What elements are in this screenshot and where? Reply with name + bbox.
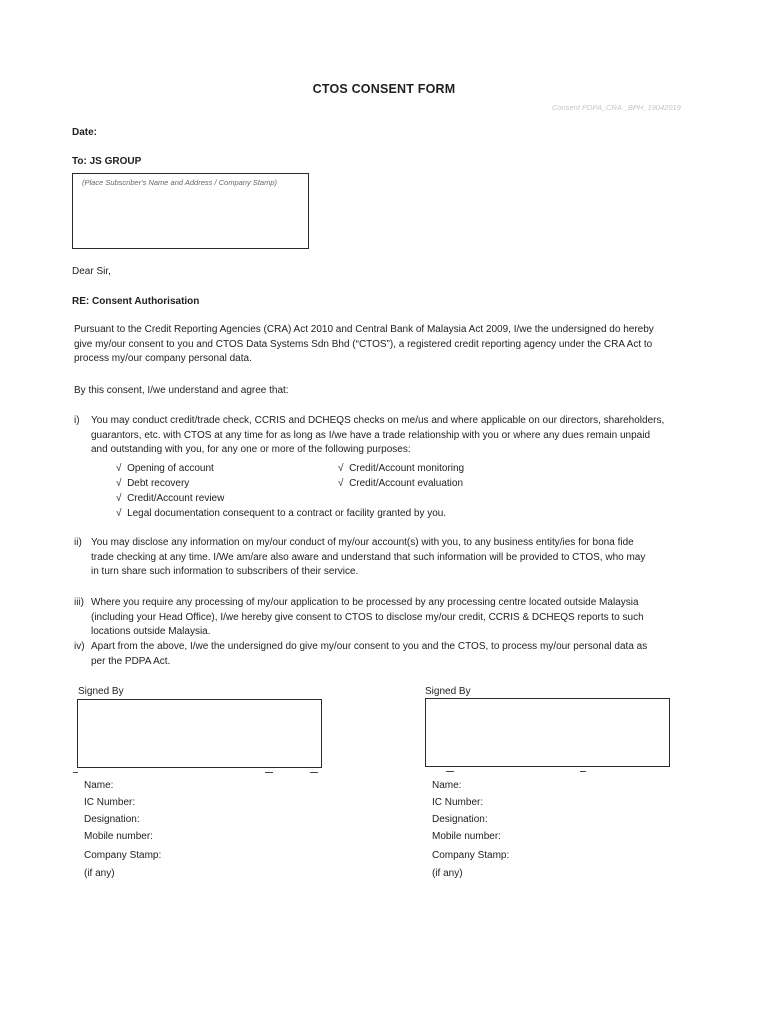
recipient-line: To: JS GROUP — [72, 156, 142, 167]
purpose-legal-documentation — [116, 507, 446, 522]
date-label: Date: — [72, 127, 98, 138]
consent-item-iii — [74, 596, 702, 640]
item-line: (including your Head Office), I/we hereby give consent to CTOS to disclose my/our credit, CCRIS & DCHEQS reports to such — [91, 611, 644, 623]
form-reference: Consent PDPA_CRA _BPH_19042019 — [552, 103, 681, 112]
purpose-credit-account-monitoring — [338, 462, 464, 477]
purpose-label: Opening of account — [127, 463, 214, 474]
designation-label-1: Designation: — [84, 814, 140, 825]
intro-line: Pursuant to the Credit Reporting Agencies (CRA) Act 2010 and Central Bank of Malaysia Act 2009, I/we the undersigned do hereby — [74, 324, 654, 335]
stamp-box-hint: (Place Subscriber's Name and Address / Company Stamp) — [82, 178, 277, 187]
re-subject: RE: Consent Authorisation — [72, 296, 200, 307]
purpose-label: Debt recovery — [127, 478, 190, 489]
divider — [446, 771, 454, 772]
intro-line: give my/our consent to you and CTOS Data Systems Sdn Bhd (“CTOS”), a registered credit reporting agency under the CRA Act to — [74, 338, 653, 350]
form-title: CTOS CONSENT FORM — [312, 82, 456, 96]
name-label-1: Name: — [84, 780, 114, 791]
signed-by-label-1: Signed By — [78, 686, 124, 697]
ic-number-label-1: IC Number: — [84, 797, 136, 808]
divider — [73, 772, 78, 773]
if-any-label-2: (if any) — [432, 868, 463, 879]
if-any-label-1: (if any) — [84, 868, 115, 879]
purpose-label: Credit/Account evaluation — [349, 478, 464, 489]
item-number: iii) — [74, 597, 84, 608]
check-mark-icon: √ — [116, 478, 122, 489]
company-stamp-label-2: Company Stamp: — [432, 850, 510, 861]
item-line: You may disclose any information on my/our conduct of my/our account(s) with you, to any business entity/ies for bona fide — [91, 537, 634, 548]
item-line: in turn share such information to subscribers of their service. — [91, 566, 359, 578]
item-number: iv) — [74, 641, 85, 652]
consent-item-ii — [74, 536, 702, 580]
purpose-label: Credit/Account monitoring — [349, 463, 465, 474]
purpose-opening-of-account — [116, 462, 214, 477]
intro-line: process my/our company personal data. — [74, 353, 252, 365]
item-number: ii) — [74, 537, 82, 548]
check-mark-icon: √ — [338, 478, 344, 489]
check-mark-icon: √ — [116, 463, 122, 474]
name-label-2: Name: — [432, 780, 462, 791]
designation-label-2: Designation: — [432, 814, 488, 825]
purpose-label: Legal documentation consequent to a contract or facility granted by you. — [127, 508, 447, 519]
item-line: trade checking at any time. I/We am/are also aware and understand that such information will be provided to CTOS, who may — [91, 551, 646, 563]
mobile-number-label-1: Mobile number: — [84, 831, 153, 842]
item-line: guarantors, etc. with CTOS at any time for as long as I/we have a trade relationship with you or where any dues remain unpaid — [91, 429, 650, 441]
item-line: You may conduct credit/trade check, CCRIS and DCHEQS checks on me/us and where applicable on our directors, shareholders, — [91, 415, 665, 426]
check-mark-icon: √ — [116, 508, 122, 519]
intro-paragraph — [74, 323, 702, 367]
item-line: Apart from the above, I/we the undersigned do give my/our consent to you and the CTOS, to process my/our personal data as — [91, 641, 648, 652]
ic-number-label-2: IC Number: — [432, 797, 484, 808]
check-mark-icon: √ — [116, 493, 122, 504]
check-mark-icon: √ — [338, 463, 344, 474]
purpose-label: Credit/Account review — [127, 493, 225, 504]
company-stamp-label-1: Company Stamp: — [84, 850, 162, 861]
divider — [580, 771, 586, 772]
signature-box-2[interactable] — [425, 698, 670, 767]
subscriber-stamp-box[interactable] — [72, 173, 309, 249]
consent-item-iv — [74, 640, 702, 670]
item-line: and outstanding with you, for any one or more of the following purposes: — [91, 444, 411, 456]
mobile-number-label-2: Mobile number: — [432, 831, 501, 842]
item-number: i) — [74, 415, 80, 426]
divider — [265, 772, 273, 773]
item-line: locations outside Malaysia. — [91, 626, 211, 638]
divider — [310, 772, 318, 773]
item-line: per the PDPA Act. — [91, 655, 171, 667]
signed-by-label-2: Signed By — [425, 686, 471, 697]
consent-item-i — [74, 414, 702, 458]
signature-box-1[interactable] — [77, 699, 322, 768]
purpose-debt-recovery — [116, 477, 189, 492]
agree-line: By this consent, I/we understand and agree that: — [74, 385, 289, 396]
purpose-credit-account-evaluation — [338, 477, 463, 492]
salutation: Dear Sir, — [72, 266, 111, 277]
purpose-credit-account-review — [116, 492, 224, 507]
item-line: Where you require any processing of my/our application to be processed by any processing centre located outside Malaysia — [91, 597, 639, 608]
